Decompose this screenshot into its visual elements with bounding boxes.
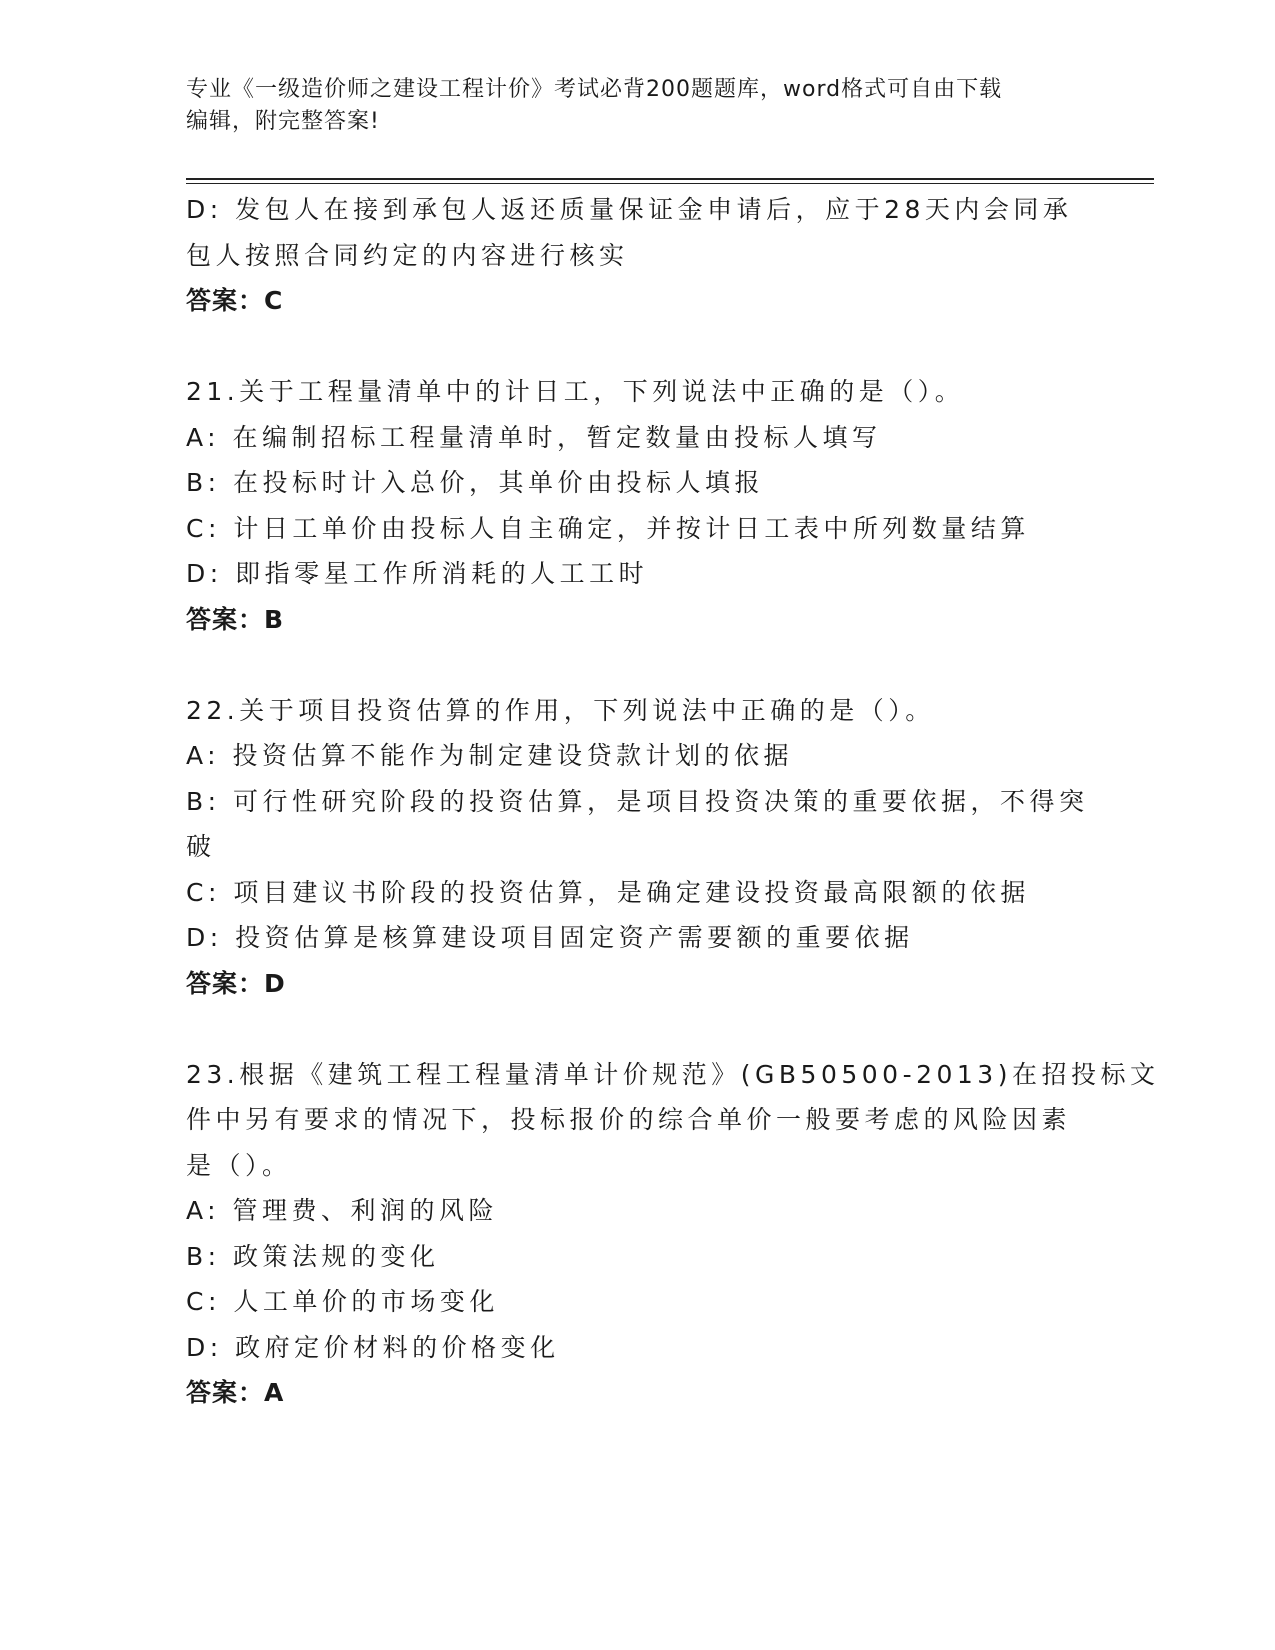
option-b: B: 在投标时计入总价，其单价由投标人填报 <box>186 468 765 497</box>
option-a: A: 投资估算不能作为制定建设贷款计划的依据 <box>186 741 794 770</box>
option-a: A: 管理费、利润的风险 <box>186 1196 499 1225</box>
spacer <box>186 642 1086 688</box>
header-divider <box>186 178 1154 184</box>
option-d-line-2: 包人按照合同约定的内容进行核实 <box>186 240 629 270</box>
answer-text: 答案：D <box>186 968 286 998</box>
option-b: B: 政策法规的变化 <box>186 1241 440 1271</box>
option-a: A: 在编制招标工程量清单时，暂定数量由投标人填写 <box>186 422 882 452</box>
option-b-line-2: 破 <box>186 832 216 861</box>
question-text-line-1: 23.根据《建筑工程工程量清单计价规范》(GB50500-2013)在招投标文 <box>186 1059 1160 1089</box>
question-text: 21.关于工程量清单中的计日工，下列说法中正确的是（）。 <box>186 377 965 406</box>
spacer <box>186 324 1086 370</box>
page-header <box>186 74 1066 138</box>
option-c: C: 项目建议书阶段的投资估算，是确定建设投资最高限额的依据 <box>186 877 1030 907</box>
spacer <box>186 1006 1086 1052</box>
option-c: C: 人工单价的市场变化 <box>186 1287 499 1316</box>
question-block-prev <box>186 187 1086 324</box>
option-b-line-1: B: 可行性研究阶段的投资估算，是项目投资决策的重要依据，不得突 <box>186 786 1089 816</box>
question-block-22 <box>186 688 1089 1007</box>
answer-text: 答案：C <box>186 286 284 315</box>
answer-text: 答案：A <box>186 1378 285 1407</box>
option-d-line-1: D: 发包人在接到承包人返还质量保证金申请后，应于28天内会同承 <box>186 195 1073 224</box>
question-text-line-2: 件中另有要求的情况下，投标报价的综合单价一般要考虑的风险因素 <box>186 1105 1072 1134</box>
option-d: D: 投资估算是核算建设项目固定资产需要额的重要依据 <box>186 923 914 952</box>
question-text: 22.关于项目投资估算的作用，下列说法中正确的是（）。 <box>186 695 935 725</box>
option-d: D: 即指零星工作所消耗的人工工时 <box>186 559 649 588</box>
option-d: D: 政府定价材料的价格变化 <box>186 1332 560 1362</box>
question-block-23 <box>186 1052 1160 1416</box>
question-text-line-3: 是（）。 <box>186 1150 292 1180</box>
answer-text: 答案：B <box>186 604 285 634</box>
header-line-1: 专业《一级造价师之建设工程计价》考试必背200题题库，word格式可自由下载 <box>186 77 1003 102</box>
header-line-2: 编辑，附完整答案! <box>186 109 380 134</box>
question-content <box>186 187 1160 1416</box>
question-block-21 <box>186 369 1086 642</box>
option-c: C: 计日工单价由投标人自主确定，并按计日工表中所列数量结算 <box>186 513 1030 543</box>
